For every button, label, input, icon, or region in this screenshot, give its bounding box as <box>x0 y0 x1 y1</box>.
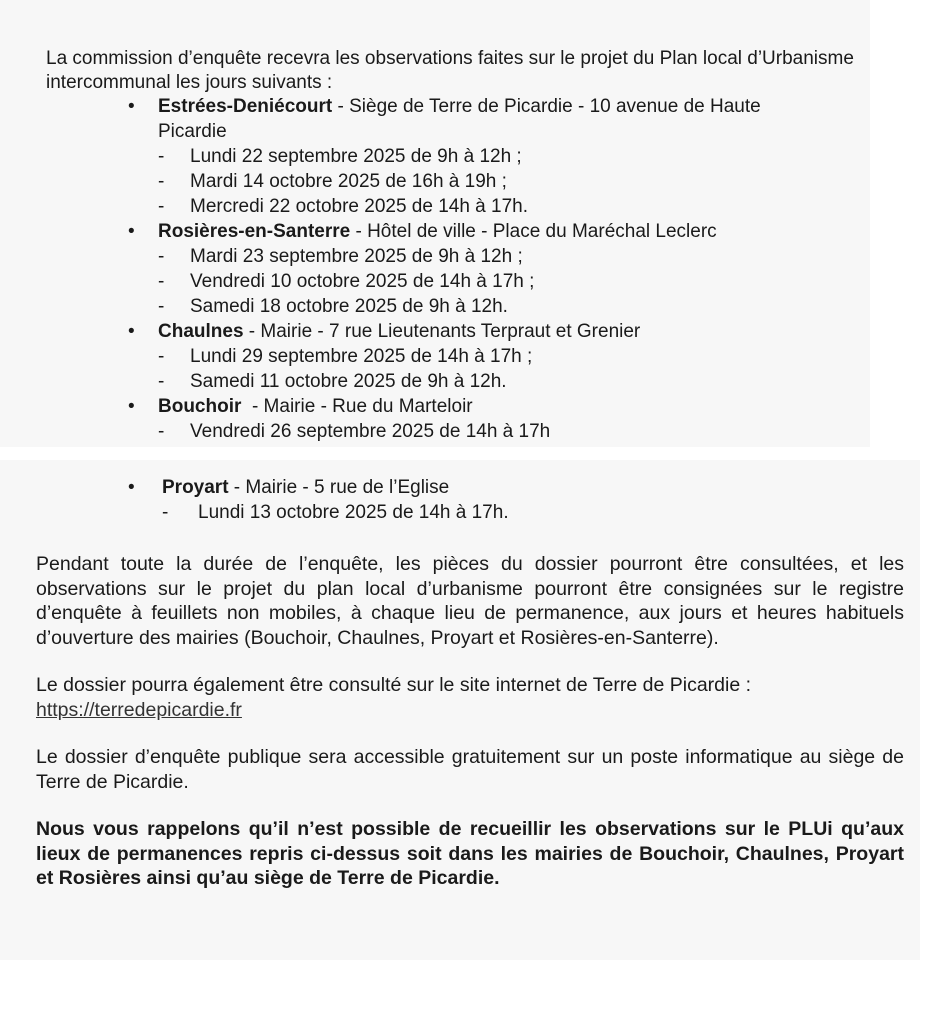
location-detail: - Hôtel de ville - Place du Maréchal Leclerc <box>350 221 717 242</box>
location-name: Proyart <box>162 477 229 498</box>
date-item: - Vendredi 26 septembre 2025 de 14h à 17h <box>158 421 551 442</box>
dash-icon: - <box>158 246 165 267</box>
dash-icon: - <box>158 421 165 442</box>
reminder-paragraph: Nous vous rappelons qu’il n’est possible de recueillir les observations sur le PLUi qu’aux lieux de permanences repris ci-dessus soit dans les mairies de Bouchoir, Chaulnes, Proyart et Rosières ainsi qu’au siège de Terre de Picardie. <box>36 818 904 889</box>
date-item: - Mardi 14 octobre 2025 de 16h à 19h ; <box>158 171 507 192</box>
location-detail: - Siège de Terre de Picardie - 10 avenue de Haute Picardie <box>158 96 761 142</box>
location-item <box>128 475 828 525</box>
bullet-icon: • <box>128 321 135 342</box>
location-detail: - Mairie - Rue du Marteloir <box>241 396 473 417</box>
date-item: - Samedi 11 octobre 2025 de 9h à 12h. <box>158 371 507 392</box>
date-list <box>158 144 828 219</box>
location-item <box>128 94 828 219</box>
website-intro: Le dossier pourra également être consulté sur le site internet de Terre de Picardie : <box>36 674 752 696</box>
computer-paragraph: Le dossier d’enquête publique sera accessible gratuitement sur un poste informatique au siège de Terre de Picardie. <box>36 746 904 793</box>
location-detail: - Mairie - 5 rue de l’Eglise <box>228 477 450 498</box>
location-item <box>128 319 828 394</box>
website-link[interactable]: https://terredepicardie.fr <box>36 698 242 721</box>
bullet-icon: • <box>128 477 135 498</box>
date-list <box>158 419 828 444</box>
date-item: - Mardi 23 septembre 2025 de 9h à 12h ; <box>158 246 523 267</box>
date-item: - Lundi 29 septembre 2025 de 14h à 17h ; <box>158 346 533 367</box>
dash-icon: - <box>158 196 165 217</box>
date-list <box>158 344 828 394</box>
dash-icon: - <box>158 346 165 367</box>
location-list-continued <box>128 475 828 525</box>
intro-paragraph: La commission d’enquête recevra les observations faites sur le projet du Plan local d’Urbanisme intercommunal les jours suivants : <box>46 48 854 93</box>
body-paragraphs <box>36 552 904 914</box>
location-list <box>128 94 828 444</box>
dash-icon: - <box>158 171 165 192</box>
bullet-icon: • <box>128 221 135 242</box>
location-name: Estrées-Deniécourt <box>158 96 333 117</box>
bullet-icon: • <box>128 396 135 417</box>
location-detail: - Mairie - 7 rue Lieutenants Terpraut et Grenier <box>243 321 641 342</box>
location-name: Bouchoir <box>158 396 242 417</box>
date-item: - Vendredi 10 octobre 2025 de 14h à 17h ; <box>158 271 535 292</box>
location-name: Rosières-en-Santerre <box>158 221 351 242</box>
date-list <box>162 500 828 525</box>
location-item <box>128 394 828 444</box>
date-item: - Mercredi 22 octobre 2025 de 14h à 17h. <box>158 196 529 217</box>
location-name: Chaulnes <box>158 321 244 342</box>
date-item: - Samedi 18 octobre 2025 de 9h à 12h. <box>158 296 508 317</box>
date-list <box>158 244 828 319</box>
dash-icon: - <box>158 371 165 392</box>
dash-icon: - <box>158 271 165 292</box>
date-item: - Lundi 22 septembre 2025 de 9h à 12h ; <box>158 146 522 167</box>
dash-icon: - <box>162 502 169 523</box>
dash-icon: - <box>158 146 165 167</box>
date-item: - Lundi 13 octobre 2025 de 14h à 17h. <box>162 502 509 523</box>
website-paragraph <box>36 673 904 722</box>
location-item <box>128 219 828 319</box>
bullet-icon: • <box>128 96 135 117</box>
dash-icon: - <box>158 296 165 317</box>
consultation-paragraph: Pendant toute la durée de l’enquête, les pièces du dossier pourront être consultées, et les observations sur le projet du plan local d’urbanisme pourront être consignées sur le registre d’enquête à feuillets non mobiles, à chaque lieu de permanence, aux jours et heures habituels d’ouverture des mairies (Bouchoir, Chaulnes, Proyart et Rosières-en-Santerre). <box>36 553 904 649</box>
